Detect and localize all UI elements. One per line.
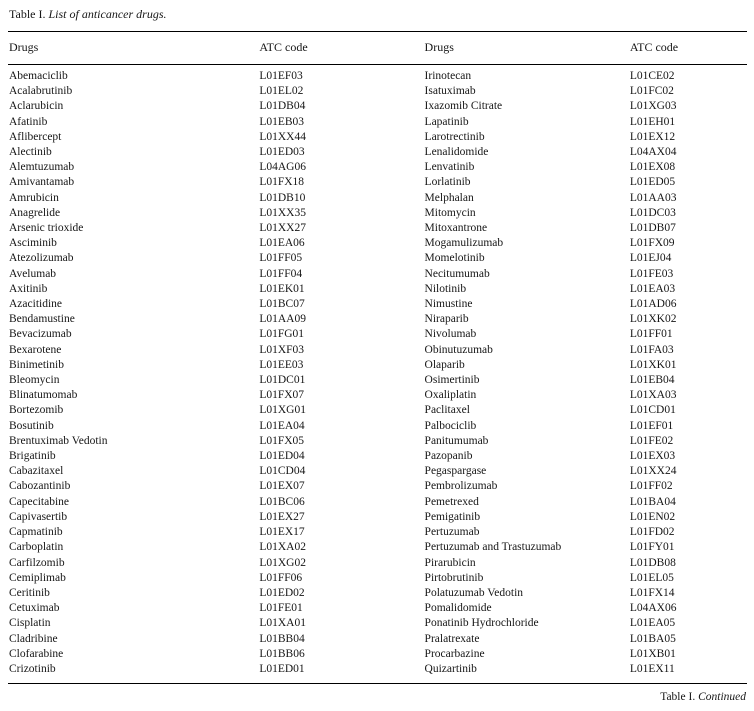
drug-name-cell: Clofarabine [9,647,64,660]
table-row [8,434,747,449]
drug-name-cell: Bosutinib [9,419,54,432]
drug-name-cell: Brigatinib [9,450,56,463]
atc-code-cell: L01FE01 [259,602,303,615]
atc-code-cell: L01EA06 [259,237,305,250]
table-row [8,145,747,160]
drug-name-cell: Larotrectinib [424,130,485,143]
atc-code-cell: L04AX04 [629,146,677,159]
atc-code-cell: L01FX07 [259,389,305,402]
drug-name-cell: Afatinib [9,115,48,128]
drug-name-cell: Capivasertib [9,510,68,523]
drug-name-cell: Pegaspargase [424,465,487,478]
drug-name-cell: Arsenic trioxide [9,222,84,235]
drug-name-cell: Lenalidomide [424,146,489,159]
atc-code-cell: L01XG01 [259,404,306,417]
table-row [8,464,747,479]
table-title-label: Table I. [9,7,46,21]
table-row [8,373,747,388]
atc-code-cell: L01EL05 [629,571,674,584]
atc-code-cell: L01BB06 [259,647,305,660]
table-row [8,297,747,312]
drug-name-cell: Amivantamab [9,176,75,189]
atc-code-cell: L01AA03 [629,191,677,204]
atc-code-cell: L01EX03 [629,450,676,463]
atc-code-cell: L01BB04 [259,632,305,645]
table-row [8,84,747,99]
drug-name-cell: Paclitaxel [424,404,470,417]
table-row [8,510,747,525]
table-row [8,236,747,251]
atc-code-cell: L01FE03 [629,267,674,280]
table-row [8,419,747,434]
drug-name-cell: Oxaliplatin [424,389,477,402]
table-row [8,130,747,145]
table-row [8,65,747,85]
atc-code-cell: L01EX07 [259,480,305,493]
anticancer-drugs-table [8,31,747,684]
atc-code-cell: L01ED01 [259,662,305,675]
column-header-drugs-right: Drugs [424,32,629,65]
atc-code-cell: L01CD01 [629,404,676,417]
atc-code-cell: L01FF06 [259,571,303,584]
atc-code-cell: L01XX27 [259,222,306,235]
table-row [8,601,747,616]
drug-name-cell: Mitomycin [424,206,476,219]
atc-code-cell: L01ED05 [629,176,676,189]
table-row [8,327,747,342]
drug-name-cell: Palbociclib [424,419,477,432]
table-row [8,206,747,221]
drug-name-cell: Abemaciclib [9,70,68,82]
drug-name-cell: Ceritinib [9,586,50,599]
atc-code-cell: L04AG06 [259,161,306,174]
atc-code-cell: L01EX08 [629,161,676,174]
drug-name-cell: Cemiplimab [9,571,66,584]
atc-code-cell: L01DB08 [629,556,676,569]
drug-name-cell: Acalabrutinib [9,85,73,98]
drug-name-cell: Ponatinib Hydrochloride [424,617,539,630]
atc-code-cell: L01EK01 [259,282,305,295]
drug-name-cell: Osimertinib [424,374,480,387]
drug-name-cell: Bexarotene [9,343,62,356]
atc-code-cell: L01BA05 [629,632,676,645]
atc-code-cell: L01EH01 [629,115,676,128]
drug-name-cell: Crizotinib [9,662,56,675]
table-row [8,115,747,130]
atc-code-cell: L01AA09 [259,313,306,326]
atc-code-cell: L01AD06 [629,298,677,311]
atc-code-cell: L01DB04 [259,100,306,113]
atc-code-cell: L01EX27 [259,510,305,523]
atc-code-cell: L01DC01 [259,374,306,387]
drug-name-cell: Cetuximab [9,602,60,615]
table-row [8,540,747,555]
drug-name-cell: Anagrelide [9,206,61,219]
table-row [8,403,747,418]
drug-name-cell: Nimustine [424,298,473,311]
atc-code-cell: L01ED03 [259,146,305,159]
atc-code-cell: L01EX11 [629,662,675,675]
drug-name-cell: Avelumab [9,267,57,280]
table-row [8,662,747,684]
drug-name-cell: Atezolizumab [9,252,74,265]
table-body [8,65,747,684]
atc-code-cell: L01XK01 [629,358,677,371]
atc-code-cell: L01DB07 [629,222,676,235]
drug-name-cell: Mitoxantrone [424,222,488,235]
atc-code-cell: L01EN02 [629,510,676,523]
drug-name-cell: Lapatinib [424,115,469,128]
drug-name-cell: Aflibercept [9,130,62,143]
atc-code-cell: L01EL02 [259,85,304,98]
atc-code-cell: L01FG01 [259,328,305,341]
atc-code-cell: L01EF03 [259,70,303,82]
drug-name-cell: Carboplatin [9,541,64,554]
table-title-caption: List of anticancer drugs. [48,7,167,21]
atc-code-cell: L01FY01 [629,541,675,554]
atc-code-cell: L01BA04 [629,495,676,508]
column-header-atc-left: ATC code [258,32,423,65]
drug-name-cell: Cladribine [9,632,58,645]
atc-code-cell: L01FD02 [629,526,675,539]
table-row [8,388,747,403]
atc-code-cell: L01ED04 [259,450,305,463]
atc-code-cell: L01EE03 [259,358,304,371]
atc-code-cell: L01EA05 [629,617,676,630]
atc-code-cell: L01EJ04 [629,252,672,265]
atc-code-cell: L01ED02 [259,586,305,599]
column-header-drugs-left: Drugs [8,32,258,65]
drug-name-cell: Pemigatinib [424,510,481,523]
atc-code-cell: L01FC02 [629,85,674,98]
drug-name-cell: Pertuzumab and Trastuzumab [424,541,562,554]
drug-name-cell: Amrubicin [9,191,59,204]
drug-name-cell: Melphalan [424,191,474,204]
atc-code-cell: L01EB03 [259,115,305,128]
drug-name-cell: Bendamustine [9,313,75,326]
drug-name-cell: Capmatinib [9,526,63,539]
drug-name-cell: Mogamulizumab [424,237,504,250]
atc-code-cell: L01EA03 [629,282,676,295]
table-row [8,358,747,373]
atc-code-cell: L01FX14 [629,586,675,599]
atc-code-cell: L01XG02 [259,556,306,569]
atc-code-cell: L01XF03 [259,343,305,356]
drug-name-cell: Asciminib [9,237,57,250]
table-continued-note [8,684,747,703]
drug-name-cell: Pembrolizumab [424,480,498,493]
atc-code-cell: L01CD04 [259,465,306,478]
drug-name-cell: Irinotecan [424,70,472,82]
drug-name-cell: Niraparib [424,313,469,326]
header-row [8,32,747,65]
drug-name-cell: Blinatumomab [9,389,78,402]
drug-name-cell: Isatuximab [424,85,476,98]
atc-code-cell: L01XX24 [629,465,677,478]
drug-name-cell: Pirtobrutinib [424,571,484,584]
drug-name-cell: Procarbazine [424,647,485,660]
atc-code-cell: L01FA03 [629,343,674,356]
table-row [8,99,747,114]
drug-name-cell: Ixazomib Citrate [424,100,503,113]
table-row [8,586,747,601]
atc-code-cell: L01FX18 [259,176,305,189]
drug-name-cell: Quizartinib [424,662,477,675]
atc-code-cell: L01FF04 [259,267,303,280]
table-row [8,160,747,175]
drug-name-cell: Nilotinib [424,282,467,295]
drug-name-cell: Azacitidine [9,298,63,311]
drug-name-cell: Pemetrexed [424,495,479,508]
atc-code-cell: L01XG03 [629,100,677,113]
drug-name-cell: Bortezomib [9,404,64,417]
drug-name-cell: Lenvatinib [424,161,475,174]
atc-code-cell: L01XA01 [259,617,306,630]
drug-name-cell: Cabozantinib [9,480,71,493]
atc-code-cell: L01XB01 [629,647,676,660]
atc-code-cell: L01FF01 [629,328,673,341]
atc-code-cell: L01EX17 [259,526,305,539]
atc-code-cell: L01XA02 [259,541,306,554]
table-row [8,632,747,647]
atc-code-cell: L01EF01 [629,419,674,432]
atc-code-cell: L01CE02 [629,70,675,82]
drug-name-cell: Cisplatin [9,617,51,630]
atc-code-cell: L01XK02 [629,313,677,326]
drug-name-cell: Cabazitaxel [9,465,64,478]
table-row [8,191,747,206]
table-row [8,525,747,540]
table-row [8,449,747,464]
table-row [8,556,747,571]
drug-name-cell: Nivolumab [424,328,477,341]
atc-code-cell: L01XA03 [629,389,677,402]
drug-name-cell: Pralatrexate [424,632,480,645]
drug-name-cell: Pazopanib [424,450,473,463]
drug-name-cell: Aclarubicin [9,100,64,113]
table-row [8,175,747,190]
drug-name-cell: Capecitabine [9,495,70,508]
drug-name-cell: Bleomycin [9,374,60,387]
atc-code-cell: L01XX44 [259,130,306,143]
drug-name-cell: Polatuzumab Vedotin [424,586,524,599]
table-row [8,267,747,282]
drug-name-cell: Necitumumab [424,267,490,280]
drug-name-cell: Axitinib [9,282,48,295]
drug-name-cell: Brentuximab Vedotin [9,434,108,447]
table-row [8,251,747,266]
atc-code-cell: L01FF02 [629,480,673,493]
atc-code-cell: L01DC03 [629,206,676,219]
drug-name-cell: Pomalidomide [424,602,492,615]
table-row [8,495,747,510]
table-row [8,647,747,662]
atc-code-cell: L01DB10 [259,191,306,204]
drug-name-cell: Bevacizumab [9,328,72,341]
table-row [8,221,747,236]
drug-name-cell: Momelotinib [424,252,485,265]
atc-code-cell: L01EX12 [629,130,676,143]
atc-code-cell: L01FF05 [259,252,303,265]
table-title [8,5,747,31]
drug-name-cell: Alectinib [9,146,52,159]
atc-code-cell: L01BC06 [259,495,305,508]
table-header [8,32,747,65]
table-row [8,479,747,494]
table-row [8,343,747,358]
atc-code-cell: L01EA04 [259,419,305,432]
drug-name-cell: Panitumumab [424,434,489,447]
atc-code-cell: L01FX09 [629,237,675,250]
atc-code-cell: L01XX35 [259,206,306,219]
atc-code-cell: L01BC07 [259,298,305,311]
atc-code-cell: L04AX06 [629,602,677,615]
continued-label: Table I. [660,691,696,704]
drug-name-cell: Binimetinib [9,358,64,371]
drug-name-cell: Lorlatinib [424,176,471,189]
drug-name-cell: Olaparib [424,358,465,371]
atc-code-cell: L01FE02 [629,434,674,447]
atc-code-cell: L01EB04 [629,374,675,387]
drug-name-cell: Pertuzumab [424,526,480,539]
drug-name-cell: Carfilzomib [9,556,65,569]
table-row [8,282,747,297]
table-row [8,616,747,631]
column-header-atc-right: ATC code [629,32,747,65]
continued-text: Continued [698,691,746,704]
table-row [8,312,747,327]
drug-name-cell: Alemtuzumab [9,161,75,174]
table-row [8,571,747,586]
atc-code-cell: L01FX05 [259,434,305,447]
drug-name-cell: Obinutuzumab [424,343,493,356]
drug-name-cell: Pirarubicin [424,556,476,569]
